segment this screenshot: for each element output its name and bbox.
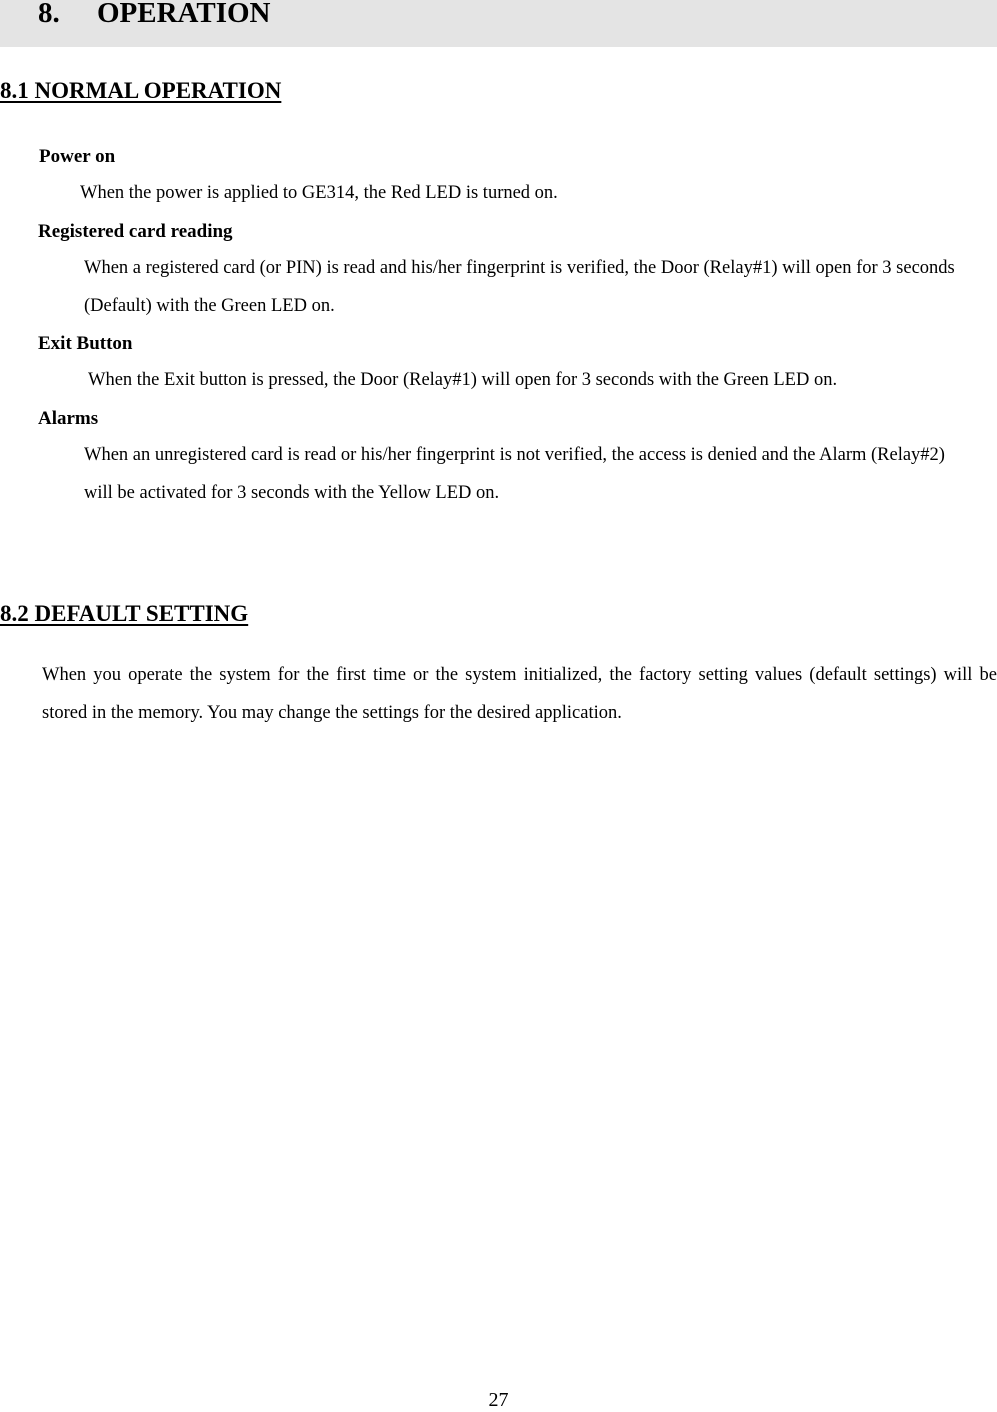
- chapter-header-bar: [0, 0, 997, 47]
- chapter-number: 8.: [38, 0, 60, 29]
- default-setting-text: When you operate the system for the first time or the system initialized, the factory setting values (default settings) will be stored in the memory. You may change the settings for the desired application.: [42, 665, 997, 723]
- item-title-registered-card-reading: Registered card reading: [38, 221, 233, 242]
- item-title-power-on: Power on: [39, 146, 116, 167]
- item-text-exit-button: When the Exit button is pressed, the Door (Relay#1) will open for 3 seconds with the Green LED on.: [88, 370, 838, 390]
- page-number: 27: [488, 1389, 509, 1411]
- section-heading-normal-operation: 8.1 NORMAL OPERATION: [0, 78, 282, 103]
- chapter-title: OPERATION: [97, 0, 271, 29]
- item-title-exit-button: Exit Button: [38, 333, 133, 354]
- item-text-registered-card-reading: When a registered card (or PIN) is read and his/her fingerprint is verified, the Door (Relay#1) will open for 3 seconds (Default) with the Green LED on.: [84, 258, 955, 316]
- item-text-power-on: When the power is applied to GE314, the Red LED is turned on.: [80, 183, 558, 203]
- item-text-alarms: When an unregistered card is read or his/her fingerprint is not verified, the access is denied and the Alarm (Relay#2) will be activated for 3 seconds with the Yellow LED on.: [84, 445, 945, 503]
- section-heading-default-setting: 8.2 DEFAULT SETTING: [0, 601, 249, 626]
- item-title-alarms: Alarms: [38, 408, 99, 429]
